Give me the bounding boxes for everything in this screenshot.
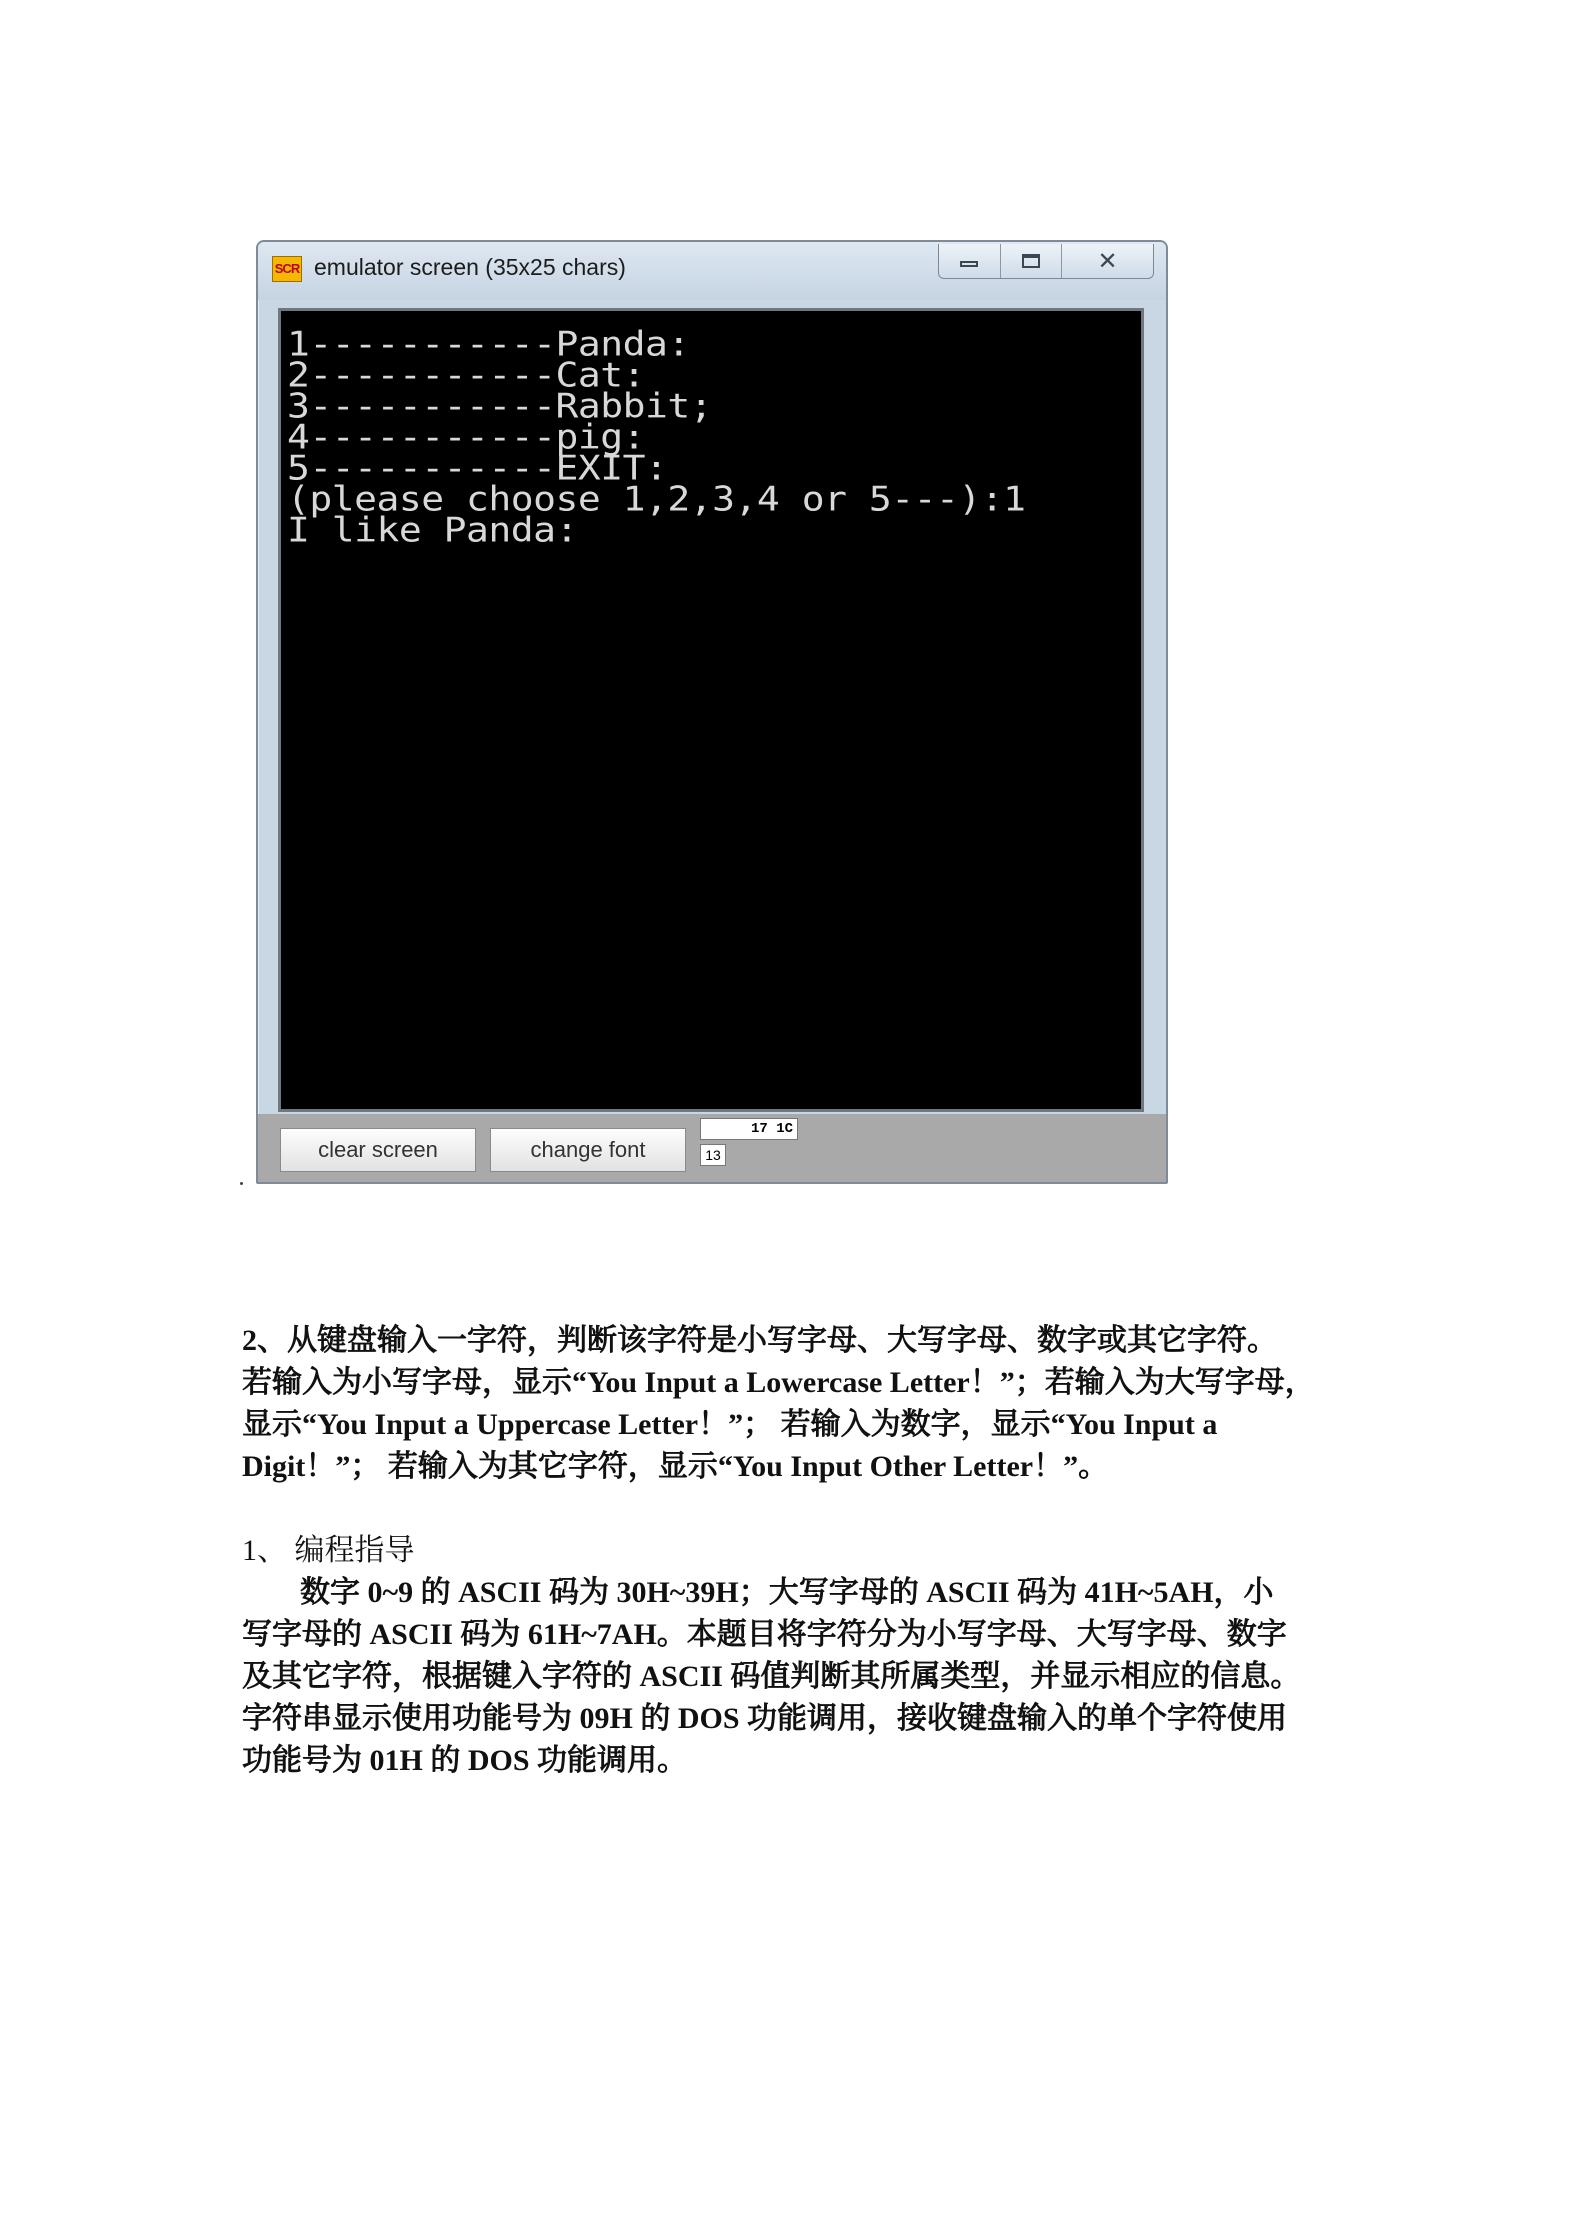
terminal-line: 2-----------Cat: xyxy=(287,355,646,395)
question-line: 显示“You Input a Uppercase Letter！”； 若输入为数字，显示“You Input a xyxy=(242,1408,1218,1441)
title-bar[interactable] xyxy=(258,242,1166,300)
terminal-line: 4-----------pig: xyxy=(287,417,646,457)
terminal-line: 3-----------Rabbit; xyxy=(287,386,713,426)
status-number: 13 xyxy=(700,1144,726,1166)
terminal-line: 5-----------EXIT: xyxy=(287,448,668,488)
minimize-button[interactable] xyxy=(939,244,1001,278)
close-icon: ✕ xyxy=(1097,247,1118,275)
maximize-icon xyxy=(1022,254,1040,268)
guide-heading: 1、 编程指导 xyxy=(242,1534,415,1567)
question-2-paragraph xyxy=(242,1320,1354,1488)
terminal-screen[interactable] xyxy=(278,308,1144,1112)
clear-screen-button[interactable]: clear screen xyxy=(280,1128,476,1172)
emulator-window xyxy=(256,240,1168,1184)
maximize-button[interactable] xyxy=(1001,244,1063,278)
question-line: 2、从键盘输入一字符，判断该字符是小写字母、大写字母、数字或其它字符。 xyxy=(242,1324,1277,1357)
change-font-button[interactable]: change font xyxy=(490,1128,686,1172)
question-line: 若输入为小写字母，显示“You Input a Lowercase Letter！”；若输入为大写字母， xyxy=(242,1366,1315,1399)
guide-line: 写字母的 ASCII 码为 61H~7AH。本题目将字符分为小写字母、大写字母、数字 xyxy=(242,1618,1287,1651)
guide-line: 数字 0~9 的 ASCII 码为 30H~39H；大写字母的 ASCII 码为 41H~5AH，小 xyxy=(300,1576,1274,1609)
emu8086-app-icon: SCR xyxy=(272,256,302,282)
close-button[interactable] xyxy=(1062,244,1153,278)
guide-line: 功能号为 01H 的 DOS 功能调用。 xyxy=(242,1744,688,1777)
terminal-line: 1-----------Panda: xyxy=(287,324,690,364)
window-title: emulator screen (35x25 chars) xyxy=(314,254,626,280)
question-line: Digit！”； 若输入为其它字符，显示“You Input Other Letter！”。 xyxy=(242,1450,1109,1483)
emulator-bottom-bar xyxy=(258,1114,1166,1182)
guide-line: 字符串显示使用功能号为 09H 的 DOS 功能调用，接收键盘输入的单个字符使用 xyxy=(242,1702,1288,1735)
stray-dot xyxy=(240,1182,243,1185)
terminal-line: (please choose 1,2,3,4 or 5---):1 xyxy=(287,479,1026,519)
terminal-line: I like Panda: xyxy=(287,510,578,550)
status-readout: 17 1C xyxy=(700,1118,798,1140)
guide-line: 及其它字符，根据键入字符的 ASCII 码值判断其所属类型，并显示相应的信息。 xyxy=(242,1660,1301,1693)
window-controls xyxy=(938,244,1154,279)
programming-guide-section xyxy=(242,1530,1354,1782)
minimize-icon xyxy=(960,261,978,267)
